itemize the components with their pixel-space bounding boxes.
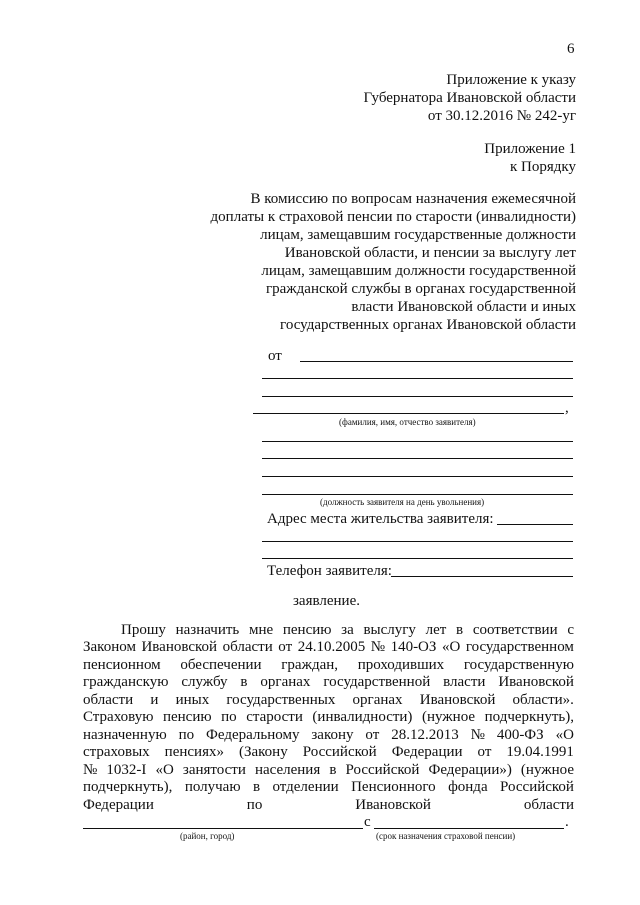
position-field-line-1[interactable]: [262, 441, 573, 442]
body-word: закону: [311, 727, 354, 743]
body-word: «О: [555, 727, 574, 743]
body-word: службу: [181, 674, 228, 690]
body-word: пенсионном: [83, 657, 161, 673]
header-line-2: Губернатора Ивановской области: [363, 90, 576, 106]
position-field-line-4[interactable]: [262, 494, 573, 495]
body-word: по: [178, 727, 195, 743]
body-line: [83, 727, 574, 744]
body-word: Федеральному: [206, 727, 300, 743]
body-word: получаю: [184, 779, 241, 795]
phone-field-line[interactable]: [391, 576, 573, 577]
body-line: [83, 779, 574, 796]
body-word: области: [222, 639, 273, 655]
body-word: проходивших: [357, 657, 445, 673]
body-word: Российской: [345, 762, 420, 778]
header-line-1: Приложение к указу: [446, 72, 576, 88]
body-word: Федерации: [391, 744, 463, 760]
body-word: Пенсионного: [351, 779, 436, 795]
body-word: обеспечении: [180, 657, 262, 673]
body-line: [83, 762, 574, 779]
body-line: [83, 797, 574, 814]
position-field-line-3[interactable]: [262, 476, 573, 477]
district-field-line[interactable]: [83, 828, 363, 829]
body-word: подчеркнуть),: [484, 709, 574, 725]
body-word: лет: [425, 622, 447, 638]
fio-comma: ,: [565, 400, 569, 416]
body-word: государственной: [323, 674, 431, 690]
body-word: 140-ОЗ: [390, 639, 437, 655]
body-word: иных: [175, 692, 210, 708]
body-word: и: [150, 692, 159, 708]
body-word: в: [329, 762, 337, 778]
addressee-line: Ивановской области, и пенсии за выслугу лет: [284, 245, 576, 261]
body-word: пенсиях»: [164, 744, 224, 760]
body-word: (Закону: [238, 744, 288, 760]
body-word: «О: [441, 639, 461, 655]
body-word: области: [523, 797, 574, 813]
statement-title: заявление.: [293, 593, 360, 609]
addressee-line: лицам, замещавшим должности государственной: [261, 263, 576, 279]
body-word: государственном: [465, 639, 574, 655]
body-line: [83, 692, 574, 709]
body-word: (нужное: [520, 762, 574, 778]
from-label: от: [268, 348, 282, 364]
body-word: за: [341, 622, 354, 638]
body-word: Ивановской: [355, 797, 431, 813]
body-word: государственных: [226, 692, 336, 708]
body-word: Ивановской: [498, 674, 574, 690]
fio-field-line-4[interactable]: [253, 413, 564, 414]
body-line: [83, 639, 574, 656]
body-word: граждан,: [281, 657, 339, 673]
body-word: (нужное: [421, 709, 476, 725]
body-word: 28.12.2013: [391, 727, 459, 743]
address-field-line-3[interactable]: [262, 558, 573, 559]
body-word: в: [252, 779, 261, 795]
body-line: [121, 622, 574, 639]
body-word: Прошу: [121, 622, 166, 638]
phone-label: Телефон заявителя:: [267, 563, 392, 579]
body-word: области».: [512, 692, 574, 708]
body-word: пенсию: [162, 709, 212, 725]
body-line: [83, 657, 574, 674]
body-word: в: [240, 674, 248, 690]
annex-line-1: Приложение 1: [484, 141, 576, 157]
body-word: страховых: [83, 744, 150, 760]
body-word: Федерации: [83, 797, 154, 813]
body-word: 400-ФЗ: [496, 727, 544, 743]
body-word: гражданскую: [83, 674, 169, 690]
body-word: государственную: [463, 657, 574, 673]
fio-field-line-2[interactable]: [262, 378, 573, 379]
fio-caption: (фамилия, имя, отчество заявителя): [339, 417, 476, 427]
body-word: области: [83, 692, 134, 708]
body-word: органах: [352, 692, 403, 708]
body-word: №: [83, 762, 98, 778]
term-caption: (срок назначения страховой пенсии): [376, 831, 516, 841]
body-line: [83, 674, 574, 691]
addressee-line: В комиссию по вопросам назначения ежемесячной: [250, 191, 576, 207]
body-word: с: [567, 622, 574, 638]
body-word: Законом: [83, 639, 136, 655]
body-word: по: [221, 709, 237, 725]
body-word: органах: [260, 674, 311, 690]
body-word: 24.10.2005: [297, 639, 366, 655]
body-word: №: [470, 727, 485, 743]
fio-field-line-1[interactable]: [300, 361, 573, 362]
body-word: мне: [248, 622, 274, 638]
addressee-line: государственных органах Ивановской области: [280, 317, 576, 333]
body-line: [83, 709, 574, 726]
position-caption: (должность заявителя на день увольнения): [320, 497, 485, 507]
body-word: назначенную: [83, 727, 167, 743]
body-word: пенсию: [282, 622, 332, 638]
body-word: выслугу: [363, 622, 416, 638]
body-word: власти: [443, 674, 486, 690]
addressee-line: гражданской службы в органах государственной: [265, 281, 576, 297]
body-word: населения: [254, 762, 321, 778]
body-word: в: [456, 622, 464, 638]
page-number: 6: [567, 41, 575, 57]
body-word: соответствии: [472, 622, 558, 638]
body-word: Страховую: [83, 709, 154, 725]
body-word: старости: [246, 709, 303, 725]
body-word: №: [370, 639, 386, 655]
term-field-line[interactable]: [374, 828, 564, 829]
body-word: фонда: [448, 779, 488, 795]
body-word: от: [477, 744, 492, 760]
addressee-line: доплаты к страховой пенсии по старости (инвалидности): [210, 209, 576, 225]
district-caption: (район, город): [180, 831, 235, 841]
body-word: Российской: [302, 744, 377, 760]
addressee-line: власти Ивановской области и иных: [351, 299, 576, 315]
body-line: [83, 744, 574, 761]
body-word: отделении: [272, 779, 339, 795]
fio-field-line-3[interactable]: [262, 396, 573, 397]
body-word: (инвалидности): [312, 709, 413, 725]
address-field-line-2[interactable]: [262, 541, 573, 542]
from-date-label: с: [364, 814, 371, 830]
body-word: подчеркнуть),: [83, 779, 173, 795]
body-word: Ивановской: [419, 692, 496, 708]
body-word: Ивановской: [141, 639, 218, 655]
address-field-line-1[interactable]: [497, 524, 573, 525]
position-field-line-2[interactable]: [262, 458, 573, 459]
annex-line-2: к Порядку: [510, 159, 576, 175]
body-word: от: [365, 727, 380, 743]
body-word: занятости: [182, 762, 246, 778]
body-word: Федерации»): [428, 762, 512, 778]
body-word: «О: [155, 762, 174, 778]
end-dot: .: [565, 814, 569, 830]
body-word: от: [278, 639, 293, 655]
body-word: 19.04.1991: [506, 744, 574, 760]
addressee-line: лицам, замещавшим государственные должности: [260, 227, 576, 243]
body-word: назначить: [175, 622, 240, 638]
body-word: по: [246, 797, 263, 813]
address-label: Адрес места жительства заявителя:: [267, 511, 494, 527]
body-word: Российской: [500, 779, 574, 795]
header-line-3: от 30.12.2016 № 242-уг: [427, 108, 576, 124]
body-word: 1032-I: [106, 762, 147, 778]
